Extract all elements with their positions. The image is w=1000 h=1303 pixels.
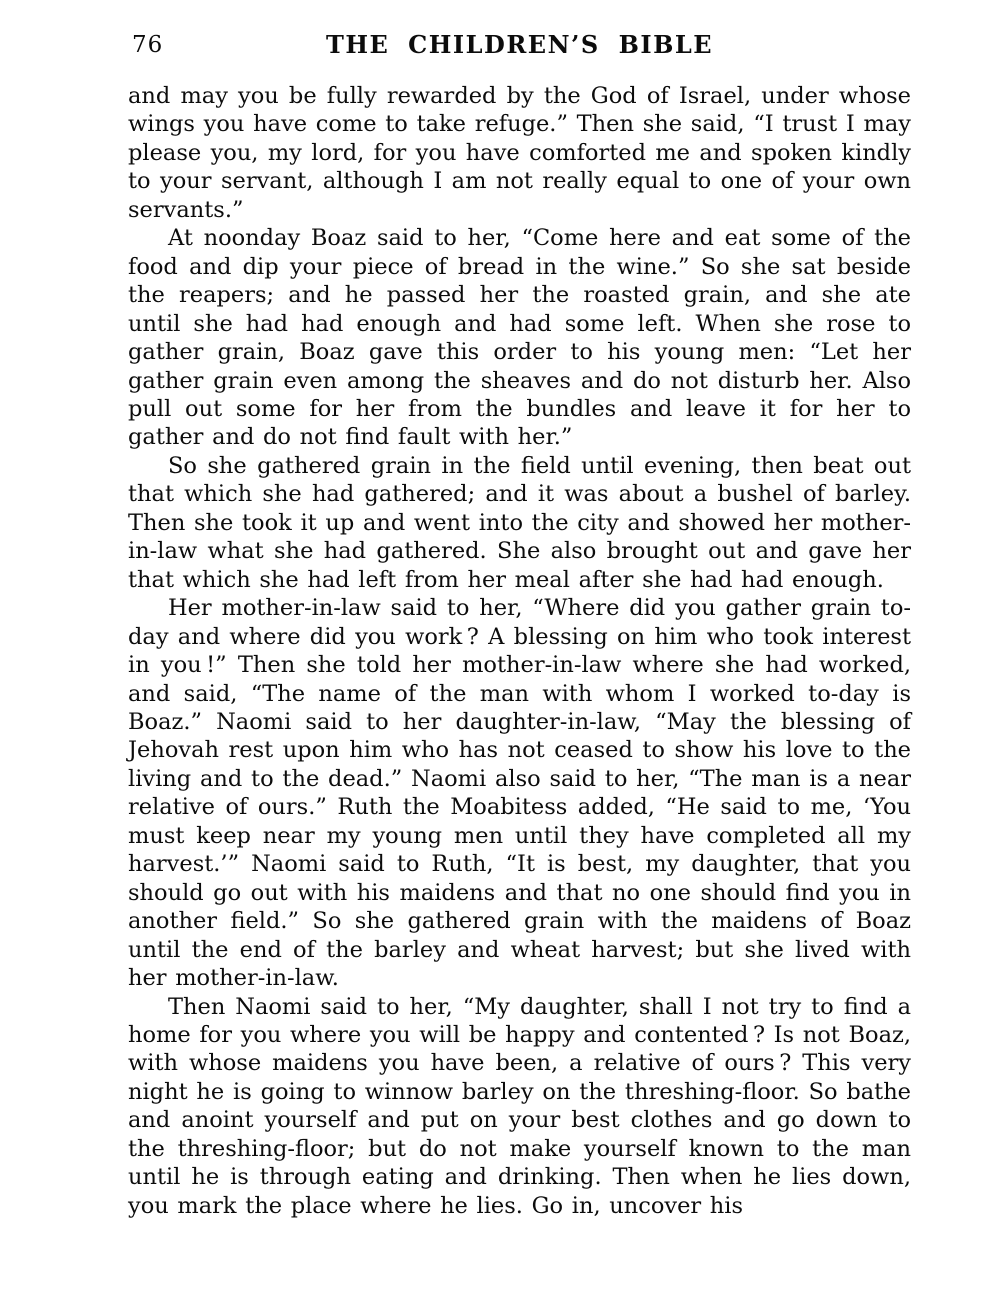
page-body-text bbox=[128, 82, 911, 1220]
body-paragraph: and may you be fully rewarded by the God of Israel, under whose wings you have come to take refuge.” Then she said, “I trust I may please you, my lord, for you have comforted me and spoken kindly to your servant, although I am not really equal to one of your own servants.” bbox=[128, 83, 911, 223]
body-paragraph: Her mother-in-law said to her, “Where did you gather grain to-day and where did you work ? A blessing on him who took interest in you !” Then she told her mother-in-law where she had worked, and said, “The name of the man with whom I worked to-day is Boaz.” Naomi said to her daughter-in-law, “May the blessing of Jehovah rest upon him who has not ceased to show his love to the living and to the dead.” Naomi also said to her, “The man is a near relative of ours.” Ruth the Moabitess added, “He said to me, ‘You must keep near my young men until they have completed all my harvest.’” Naomi said to Ruth, “It is best, my daughter, that you should go out with his maidens and that no one should find you in another field.” So she gathered grain with the maidens of Boaz until the end of the barley and wheat harvest; but she lived with her mother-in-law. bbox=[128, 595, 911, 992]
body-paragraph: So she gathered grain in the field until evening, then beat out that which she had gathered; and it was about a bushel of barley. Then she took it up and went into the city and showed her mother-in-law what she had gathered. She also brought out and gave her that which she had left from her meal after she had had enough. bbox=[128, 452, 911, 593]
body-paragraph: Then Naomi said to her, “My daughter, shall I not try to find a home for you where you will be happy and contented ? Is not Boaz, with whose maidens you have been, a relative of ours ? This very night he is going to winnow barley on the threshing-floor. So bathe and anoint yourself and put on your best clothes and go down to the threshing-floor; but do not make yourself known to the man until he is through eating and drinking. Then when he lies down, you mark the place where he lies. Go in, uncover his bbox=[128, 993, 911, 1219]
body-paragraph: At noonday Boaz said to her, “Come here and eat some of the food and dip your piece of bread in the wine.” So she sat beside the reapers; and he passed her the roasted grain, and she ate until she had had enough and had some left. When she rose to gather grain, Boaz gave this order to his young men: “Let her gather grain even among the sheaves and do not disturb her. Also pull out some for her from the bundles and leave it for her to gather and do not find fault with her.” bbox=[128, 225, 911, 451]
page-number: 76 bbox=[132, 32, 164, 58]
running-title: THE CHILDREN’S BIBLE bbox=[325, 30, 714, 59]
page-header bbox=[128, 30, 911, 60]
